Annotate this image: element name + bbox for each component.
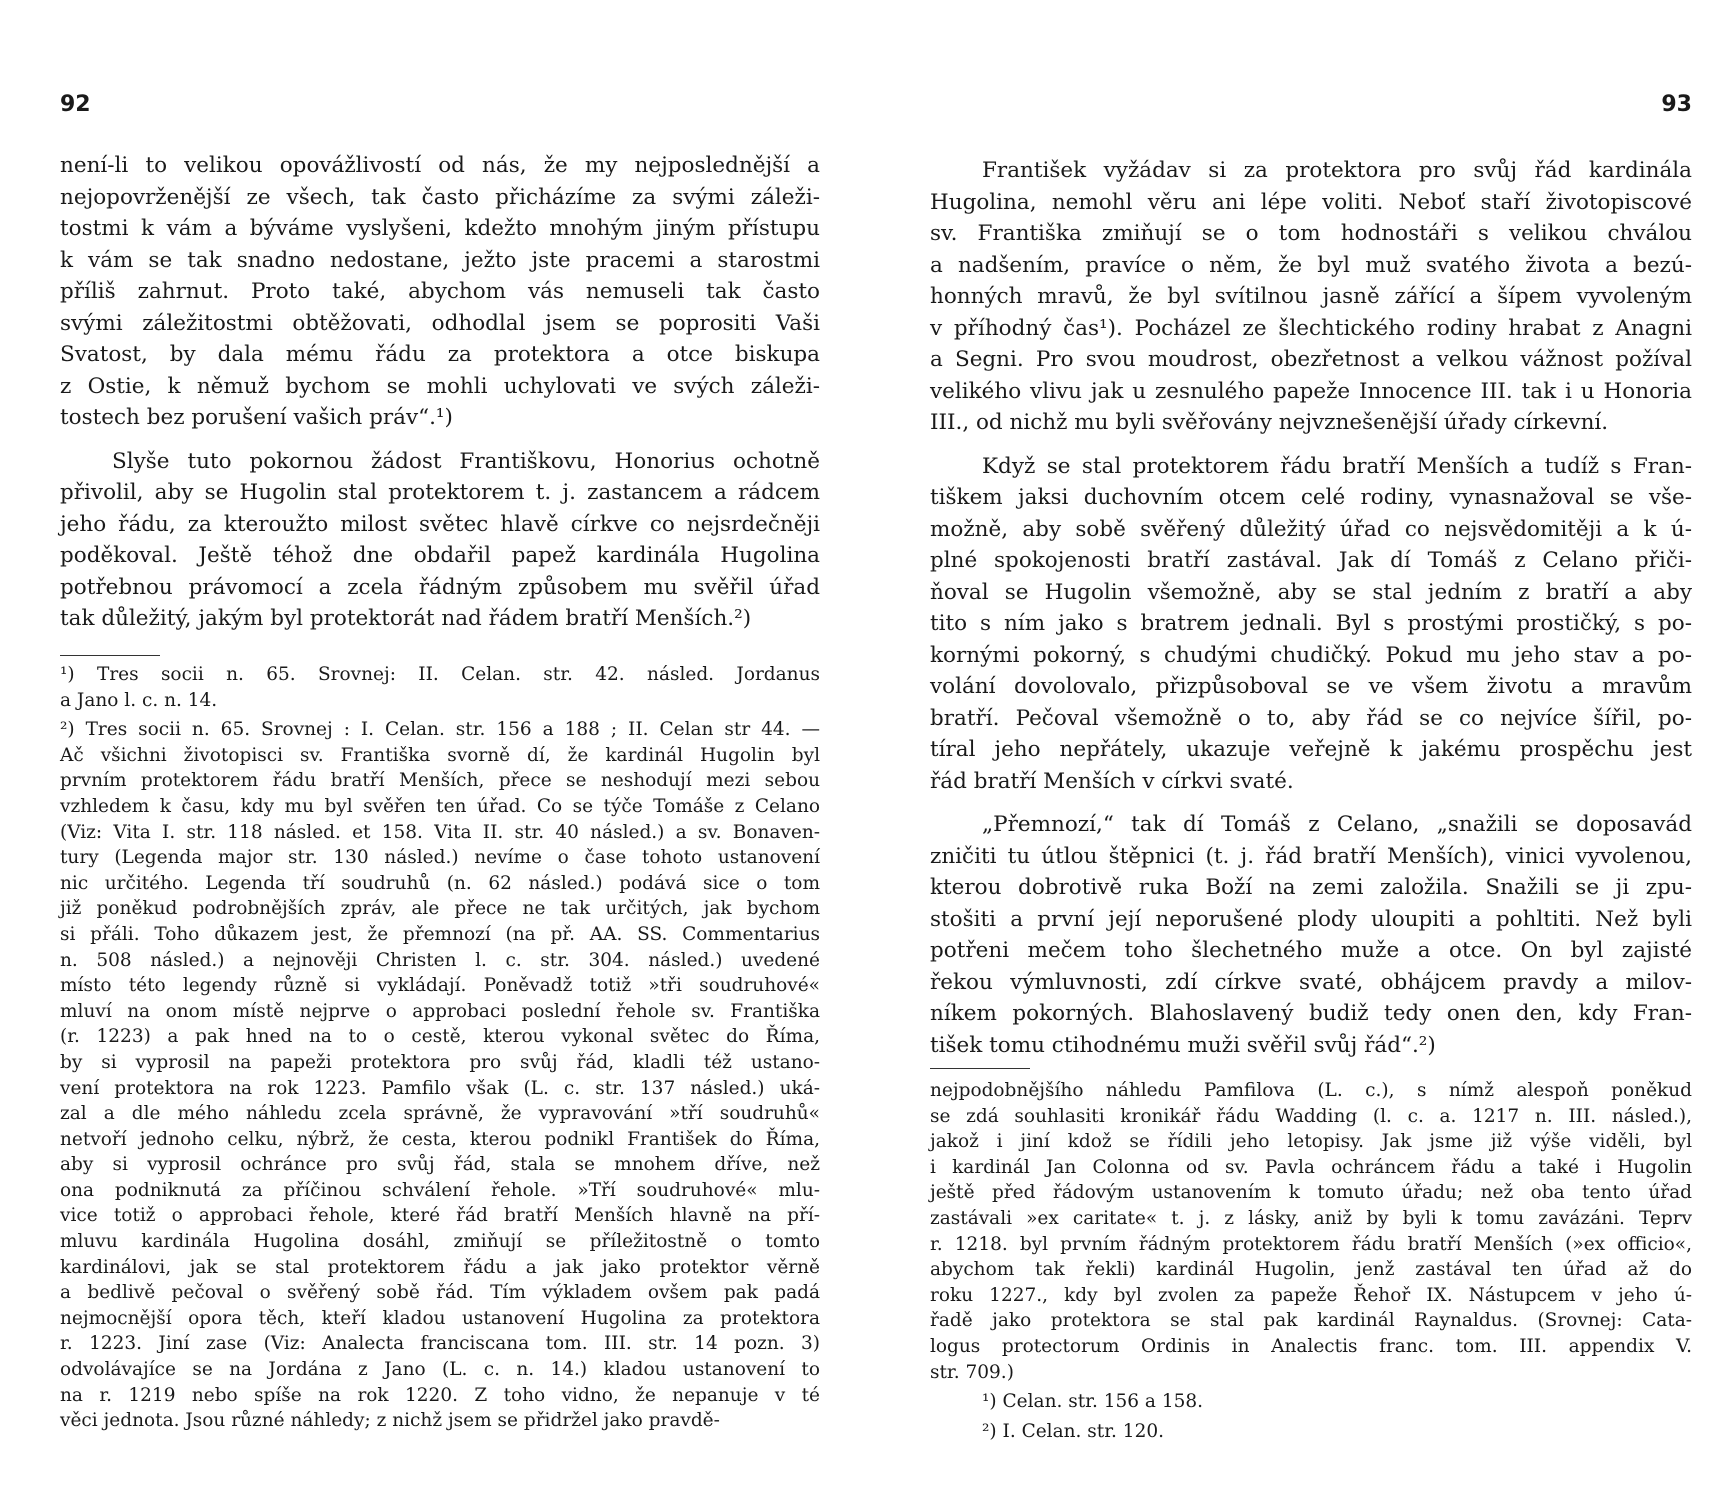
footnote-line: (r. 1223) a pak hned na to o cestě, kterou vykonal světec do Říma, <box>60 1026 820 1048</box>
text-line: tostech bez porušení vašich práv“.¹) <box>60 405 453 430</box>
footnote-line: vzhledem k času, kdy mu byl svěřen ten úřad. Co se týče Tomáše z Celano <box>60 795 820 817</box>
footnote-line: netvoří jednoho celku, nýbrž, že cesta, kterou podnikl František do Říma, <box>60 1128 820 1150</box>
text-line: poděkoval. Ještě téhož dne obdařil papež kardinála Hugolina <box>60 543 820 568</box>
paragraph <box>930 155 1692 439</box>
text-line: tišek tomu ctihodnému muži svěřil svůj řád“.²) <box>930 1032 1436 1058</box>
text-line: příliš zahrnut. Proto také, abychom vás nemuseli tak často <box>60 279 820 304</box>
text-line: není-li to velikou opovážlivostí od nás, že my nejposlednější a <box>60 153 820 178</box>
text-line: potřebnou právomocí a zcela řádným způsobem mu svěřil úřad <box>60 574 820 600</box>
text-line: níkem pokorných. Blahoslavený budiž tedy onen den, kdy Fran- <box>930 1001 1692 1026</box>
text-line: jeho řádu, za kteroužto milost světec hlavě církve co nejsrdečněji <box>60 511 820 537</box>
footnote-line: i kardinál Jan Colonna od sv. Pavla ochráncem řádu a také i Hugolin <box>930 1156 1692 1178</box>
footnote-line: logus protectorum Ordinis in Analectis franc. tom. III. appendix V. <box>930 1335 1692 1357</box>
footnote-line: odvolávajíce se na Jordána z Jano (L. c. n. 14.) kladou ustanovení to <box>60 1359 820 1381</box>
footnote-line: věci jednota. Jsou různé náhledy; z nichž jsem se přidržel jako pravdě- <box>60 1410 720 1432</box>
footnote-line: ¹) Tres socii n. 65. Srovnej: II. Celan. str. 42. násled. Jordanus <box>60 664 820 685</box>
footnote-line: Ač všichni životopisci sv. Františka svorně dí, že kardinál Hugolin byl <box>60 744 820 766</box>
text-line: řád bratří Menších v církvi svaté. <box>930 768 1294 794</box>
footnote <box>60 717 820 1434</box>
footnote-line: ¹) Celan. str. 156 a 158. <box>982 1391 1204 1413</box>
text-line: ňoval se Hugolin všemožně, aby se stal jedním z bratří a aby <box>930 579 1692 605</box>
text-line: kterou dobrotivě ruka Boží na zemi založila. Snažili se ji zpu- <box>930 875 1692 900</box>
footnote-line: si přáli. Toho důkazem jest, že přemnozí (na př. AA. SS. Commentarius <box>60 923 820 945</box>
footnote-line: tury (Legenda major str. 130 násled.) nevíme o čase tohoto ustanovení <box>60 847 820 869</box>
text-line: tostmi k vám a býváme vyslyšeni, kdežto mnohým jiným přístupu <box>60 216 820 241</box>
footnote-line: ²) I. Celan. str. 120. <box>982 1420 1165 1442</box>
footnote-line: a Jano l. c. n. 14. <box>60 689 218 711</box>
text-line: tiškem jaksi duchovním otcem celé rodiny, vynasnažoval se vše- <box>930 485 1692 510</box>
text-line: „Přemnozí,“ tak dí Tomáš z Celano, „snažili se doposavád <box>982 812 1692 837</box>
footnote-line: abychom tak řekli) kardinál Hugolin, jenž zastával ten úřad až do <box>930 1259 1692 1281</box>
footnote-line: str. 709.) <box>930 1361 1014 1383</box>
text-line: plné spokojenosti bratří zastával. Jak dí Tomáš z Celano přiči- <box>930 548 1692 573</box>
footnote-line: místo této legendy různě si vykládají. Poněvadž totiž »tři soudruhové« <box>60 975 820 997</box>
right-page <box>930 0 1692 1500</box>
text-line: v příhodný čas¹). Pocházel ze šlechtického rodiny hrabat z Anagni <box>930 315 1692 341</box>
text-line: bratří. Pečoval všemožně o to, aby řád se co nejvíce šířil, po- <box>930 705 1692 731</box>
footnote <box>60 662 820 713</box>
footnote-line: se zdá souhlasiti kronikář řádu Wadding (l. c. a. 1217 n. III. násled.), <box>930 1105 1692 1127</box>
body-text <box>930 155 1692 1073</box>
text-line: velikého vlivu jak u zesnulého papeže Innocence III. tak i u Honoria <box>930 378 1692 404</box>
text-line: honných mravů, že byl svítilnou jasně zářící a šípem vyvoleným <box>930 284 1692 309</box>
footnote-line: nejmocnější opora těch, kteří kladou ustanovení Hugolina za protektora <box>60 1307 820 1329</box>
text-line: z Ostie, k němuž bychom se mohli uchylovati ve svých záleži- <box>60 373 820 399</box>
footnote-line: již poněkud podrobnějších zpráv, ale přece ne tak určitých, jak bychom <box>60 898 820 920</box>
footnote-line: kardinálovi, jak se stal protektorem řádu a jak jako protektor věrně <box>60 1256 820 1278</box>
footnote-line: vice totiž o approbaci řehole, které řád bratří Menších hlavně na pří- <box>60 1205 820 1227</box>
text-line: kornými pokorný, s chudými chudičký. Pokud mu jeho stav a po- <box>930 642 1692 668</box>
text-line: Když se stal protektorem řádu bratří Menších a tudíž s Fran- <box>982 453 1692 479</box>
footnote-line: mluví na onom místě nejprve o approbaci poslední řehole sv. Františka <box>60 1000 820 1022</box>
footnote-line: n. 508 násled.) a nejnověji Christen l. c. str. 304. násled.) uvedené <box>60 949 820 971</box>
paragraph <box>930 451 1692 798</box>
text-line: nejopovrženější ze všech, tak často přicházíme za svými záleži- <box>60 184 820 210</box>
text-line: potřeni mečem toho šlechetného muže a otce. On byl zajisté <box>930 938 1692 963</box>
footnote-line: nejpodobnějšího náhledu Pamfilova (L. c.), s nímž alespoň poněkud <box>930 1080 1692 1101</box>
footnote-divider <box>930 1068 1030 1069</box>
text-line: řekou výmluvnosti, zdí církve svaté, obhájcem pravdy a milov- <box>930 969 1692 995</box>
footnote-line: a bedlivě pečoval o svěřený sobě řád. Tím výkladem ovšem pak padá <box>60 1282 820 1304</box>
footnote-line: ona podniknutá za příčinou schválení řehole. »Tří soudruhové« mlu- <box>60 1179 820 1201</box>
left-page <box>60 0 820 1500</box>
text-line: zničiti tu útlou štěpnici (t. j. řád bratří Menších), vinici vyvolenou, <box>930 843 1692 869</box>
text-line: přivolil, aby se Hugolin stal protektorem t. j. zastancem a rádcem <box>60 480 820 505</box>
text-line: Slyše tuto pokornou žádost Františkovu, Honorius ochotně <box>112 448 820 474</box>
footnote-line: r. 1218. byl prvním řádným protektorem řádu bratří Menších (»ex officio«, <box>930 1233 1692 1255</box>
footnote-line: roku 1227., kdy byl zvolen za papeže Řehoř IX. Nástupcem v jeho ú- <box>930 1284 1692 1306</box>
footnote-line: ²) Tres socii n. 65. Srovnej : I. Celan. str. 156 a 188 ; II. Celan str 44. — <box>60 719 820 741</box>
footnote-line: vení protektora na rok 1223. Pamfilo však (L. c. str. 137 násled.) uká- <box>60 1077 820 1099</box>
footnote <box>930 1389 1692 1415</box>
footnotes <box>60 662 820 1438</box>
text-line: svými záležitostmi obtěžovati, odhodlal jsem se poprositi Vaši <box>60 310 820 336</box>
footnote-line: řadě jako protektora se stal pak kardinál Raynaldus. (Srovnej: Cata- <box>930 1310 1692 1332</box>
footnote-line: ještě před řádovým ustanovením k tomuto úřadu; než oba tento úřad <box>930 1182 1692 1204</box>
footnote-divider <box>60 655 160 656</box>
footnote-line: aby si vyprosil ochránce pro svůj řád, stala se mnohem dříve, než <box>60 1154 820 1176</box>
paragraph <box>60 150 820 434</box>
text-line: Hugolina, nemohl věru ani lépe voliti. Neboť staří životopiscové <box>930 189 1692 215</box>
footnote-line: (Viz: Vita I. str. 118 násled. et 158. Vita II. str. 40 násled.) a sv. Bonaven- <box>60 821 820 843</box>
footnote-line: prvním protektorem řádu bratří Menších, přece se neshodují mezi sebou <box>60 770 820 792</box>
text-line: Svatost, by dala mému řádu za protektora a otce biskupa <box>60 342 820 367</box>
text-line: a Segni. Pro svou moudrost, obezřetnost a velkou vážnost požíval <box>930 347 1692 372</box>
footnote <box>930 1419 1692 1445</box>
footnote-line: r. 1223. Jiní zase (Viz: Analecta franciscana tom. III. str. 14 pozn. 3) <box>60 1333 820 1355</box>
paragraph <box>930 809 1692 1061</box>
footnote-line: nic určitého. Legenda tří soudruhů (n. 62 násled.) podává sice o tom <box>60 872 820 894</box>
footnote-line: by si vyprosil na papeži protektora pro svůj řád, kladli též ustano- <box>60 1051 820 1073</box>
text-line: stošiti a první její neporušené plody uloupiti a pohltiti. Než byli <box>930 906 1692 932</box>
footnote-line: na r. 1219 nebo spíše na rok 1220. Z toho vidno, že nepanuje v té <box>60 1384 820 1406</box>
footnote-line: zastávali »ex caritate« t. j. z lásky, aniž by byli k tomu zavázáni. Teprv <box>930 1207 1692 1229</box>
footnote-line: mluvu kardinála Hugolina dosáhl, zmiňují se příležitostně o tomto <box>60 1231 820 1253</box>
text-line: tito s ním jako s bratrem jednali. Byl s prostými prostičký, s po- <box>930 611 1692 636</box>
text-line: k vám se tak snadno nedostane, ježto jste pracemi a starostmi <box>60 247 820 273</box>
text-line: volání dovolovalo, přizpůsoboval se ve všem životu a mravům <box>930 674 1692 699</box>
footnotes <box>930 1078 1692 1448</box>
page-number: 92 <box>60 92 91 117</box>
footnote-line: zal a dle mého náhledu zcela správně, že vypravování »tří soudruhů« <box>60 1103 820 1125</box>
paragraph <box>60 446 820 635</box>
footnote <box>930 1078 1692 1385</box>
text-line: František vyžádav si za protektora pro svůj řád kardinála <box>982 158 1692 183</box>
page-number: 93 <box>1661 92 1692 117</box>
text-line: a nadšením, pravíce o něm, že byl muž svatého života a bezú- <box>930 252 1692 278</box>
body-text <box>60 150 820 647</box>
text-line: III., od nichž mu byli svěřovány nejvznešenější úřady církevní. <box>930 410 1609 435</box>
text-line: sv. Františka zmiňují se o tom hodnostáři s velikou chválou <box>930 221 1692 246</box>
text-line: možně, aby sobě svěřený důležitý úřad co nejsvědomitěji a k ú- <box>930 516 1692 542</box>
footnote-line: jakož i jiní kdož se řídili jeho letopisy. Jak jsme již výše viděli, byl <box>930 1131 1692 1153</box>
text-line: tak důležitý, jakým byl protektorát nad řádem bratří Menších.²) <box>60 606 752 631</box>
text-line: tíral jeho nepřátely, ukazuje veřejně k jakému prospěchu jest <box>930 737 1692 762</box>
